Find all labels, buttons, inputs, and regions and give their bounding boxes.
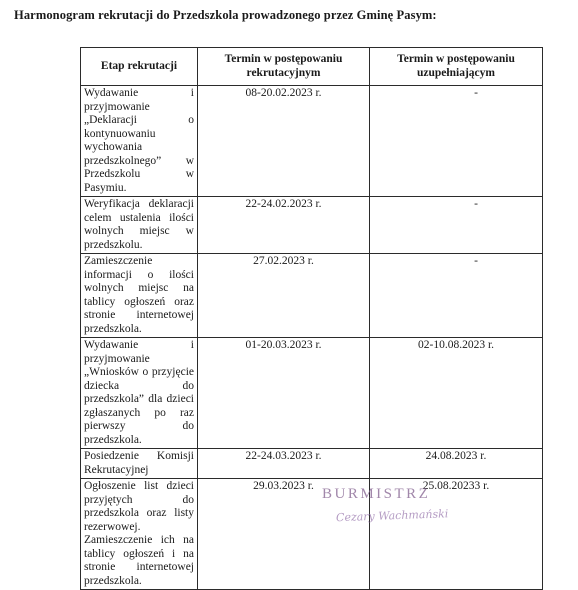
supplementary-date-value: - [474,87,478,99]
supplementary-date-cell: 25.08.20233 r. [370,479,543,590]
recruitment-date-cell: 27.02.2023 r. [198,254,370,338]
table-row [81,338,543,449]
table-row [81,86,543,197]
recruitment-date-cell: 22-24.03.2023 r. [198,449,370,479]
recruitment-date-cell: 22-24.02.2023 r. [198,197,370,254]
stage-cell: Wydawanie i przyjmowanie „Deklaracji o kontynuowaniu wychowania przedszkolnego” w Przedszkolu w Pasymiu. [81,86,198,197]
table-row [81,254,543,338]
table-header-row [81,48,543,86]
header-supplementary-date: Termin w postępowaniu uzupełniającym [370,48,543,86]
mayor-signature [322,486,462,525]
header-stage: Etap rekrutacji [81,48,198,86]
recruitment-date-cell: 08-20.02.2023 r. [198,86,370,197]
supplementary-date-cell [370,86,543,197]
supplementary-date-cell [370,197,543,254]
stage-cell: Weryfikacja deklaracji celem ustalenia ilości wolnych miejsc w przedszkolu. [81,197,198,254]
recruitment-date-cell: 01-20.03.2023 r. [198,338,370,449]
supplementary-date-cell: 24.08.2023 r. [370,449,543,479]
supplementary-date-value: - [474,198,478,210]
stage-cell: Zamieszczenie informacji o ilości wolnych miejsc na tablicy ogłoszeń oraz stronie internetowej przedszkola. [81,254,198,338]
header-recruitment-date: Termin w postępowaniu rekrutacyjnym [198,48,370,86]
table-row [81,449,543,479]
recruitment-date-cell: 29.03.2023 r. [198,479,370,590]
signature-stamp: BURMISTRZ [322,486,431,502]
supplementary-date-cell [370,254,543,338]
supplementary-date-value: - [474,255,478,267]
stage-cell: Posiedzenie Komisji Rekrutacyjnej [81,449,198,479]
supplementary-date-cell: 02-10.08.2023 r. [370,338,543,449]
table-row [81,479,543,590]
document-title: Harmonogram rekrutacji do Przedszkola prowadzonego przez Gminę Pasym: [14,8,437,22]
stage-cell: Ogłoszenie list dzieci przyjętych do przedszkola oraz listy rezerwowej. Zamieszczenie ich na tablicy ogłoszeń i na stronie internetowej przedszkola. [81,479,198,590]
signature-name: Cezary Wachmański [335,507,449,525]
stage-cell: Wydawanie i przyjmowanie „Wniosków o przyjęcie dziecka do przedszkola” dla dzieci zgłaszanych po raz pierwszy do przedszkola. [81,338,198,449]
recruitment-schedule-table [80,47,543,590]
table-row [81,197,543,254]
